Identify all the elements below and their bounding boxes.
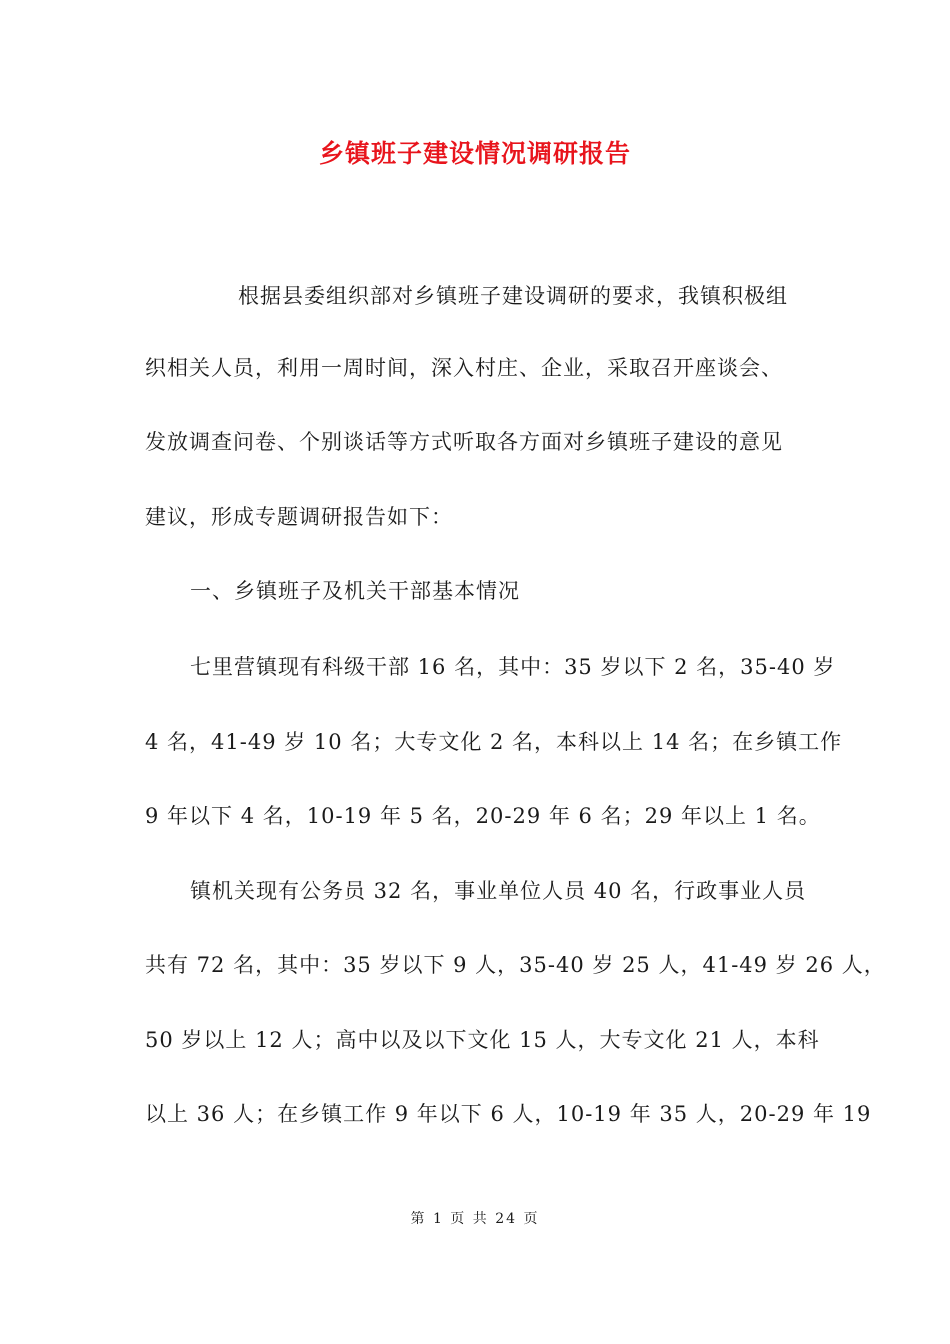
paragraph-line: 发放调查问卷、个别谈话等方式听取各方面对乡镇班子建设的意见 [145,430,783,454]
paragraph-line: 50 岁以上 12 人；高中以及以下文化 15 人，大专文化 21 人，本科 [145,1028,820,1052]
paragraph-line: 以上 36 人；在乡镇工作 9 年以下 6 人，10-19 年 35 人，20-29 年 19 [145,1102,872,1126]
document-title: 乡镇班子建设情况调研报告 [318,139,631,168]
paragraph-line: 镇机关现有公务员 32 名，事业单位人员 40 名，行政事业人员 [190,879,807,903]
paragraph-line: 4 名，41-49 岁 10 名；大专文化 2 名，本科以上 14 名；在乡镇工作 [145,730,843,754]
paragraph-line: 织相关人员，利用一周时间，深入村庄、企业，采取召开座谈会、 [145,356,783,380]
paragraph-line: 共有 72 名，其中：35 岁以下 9 人，35-40 岁 25 人，41-49 岁 26 人， [145,953,886,977]
section-heading: 一、乡镇班子及机关干部基本情况 [190,579,520,603]
paragraph-line: 9 年以下 4 名，10-19 年 5 名，20-29 年 6 名；29 年以上 1 名。 [145,804,821,828]
paragraph-line: 七里营镇现有科级干部 16 名，其中：35 岁以下 2 名，35-40 岁 [190,655,836,679]
paragraph-line: 建议，形成专题调研报告如下： [145,505,453,529]
paragraph-line: 根据县委组织部对乡镇班子建设调研的要求，我镇积极组 [238,284,788,308]
page-number-footer: 第 1 页 共 24 页 [410,1211,540,1227]
